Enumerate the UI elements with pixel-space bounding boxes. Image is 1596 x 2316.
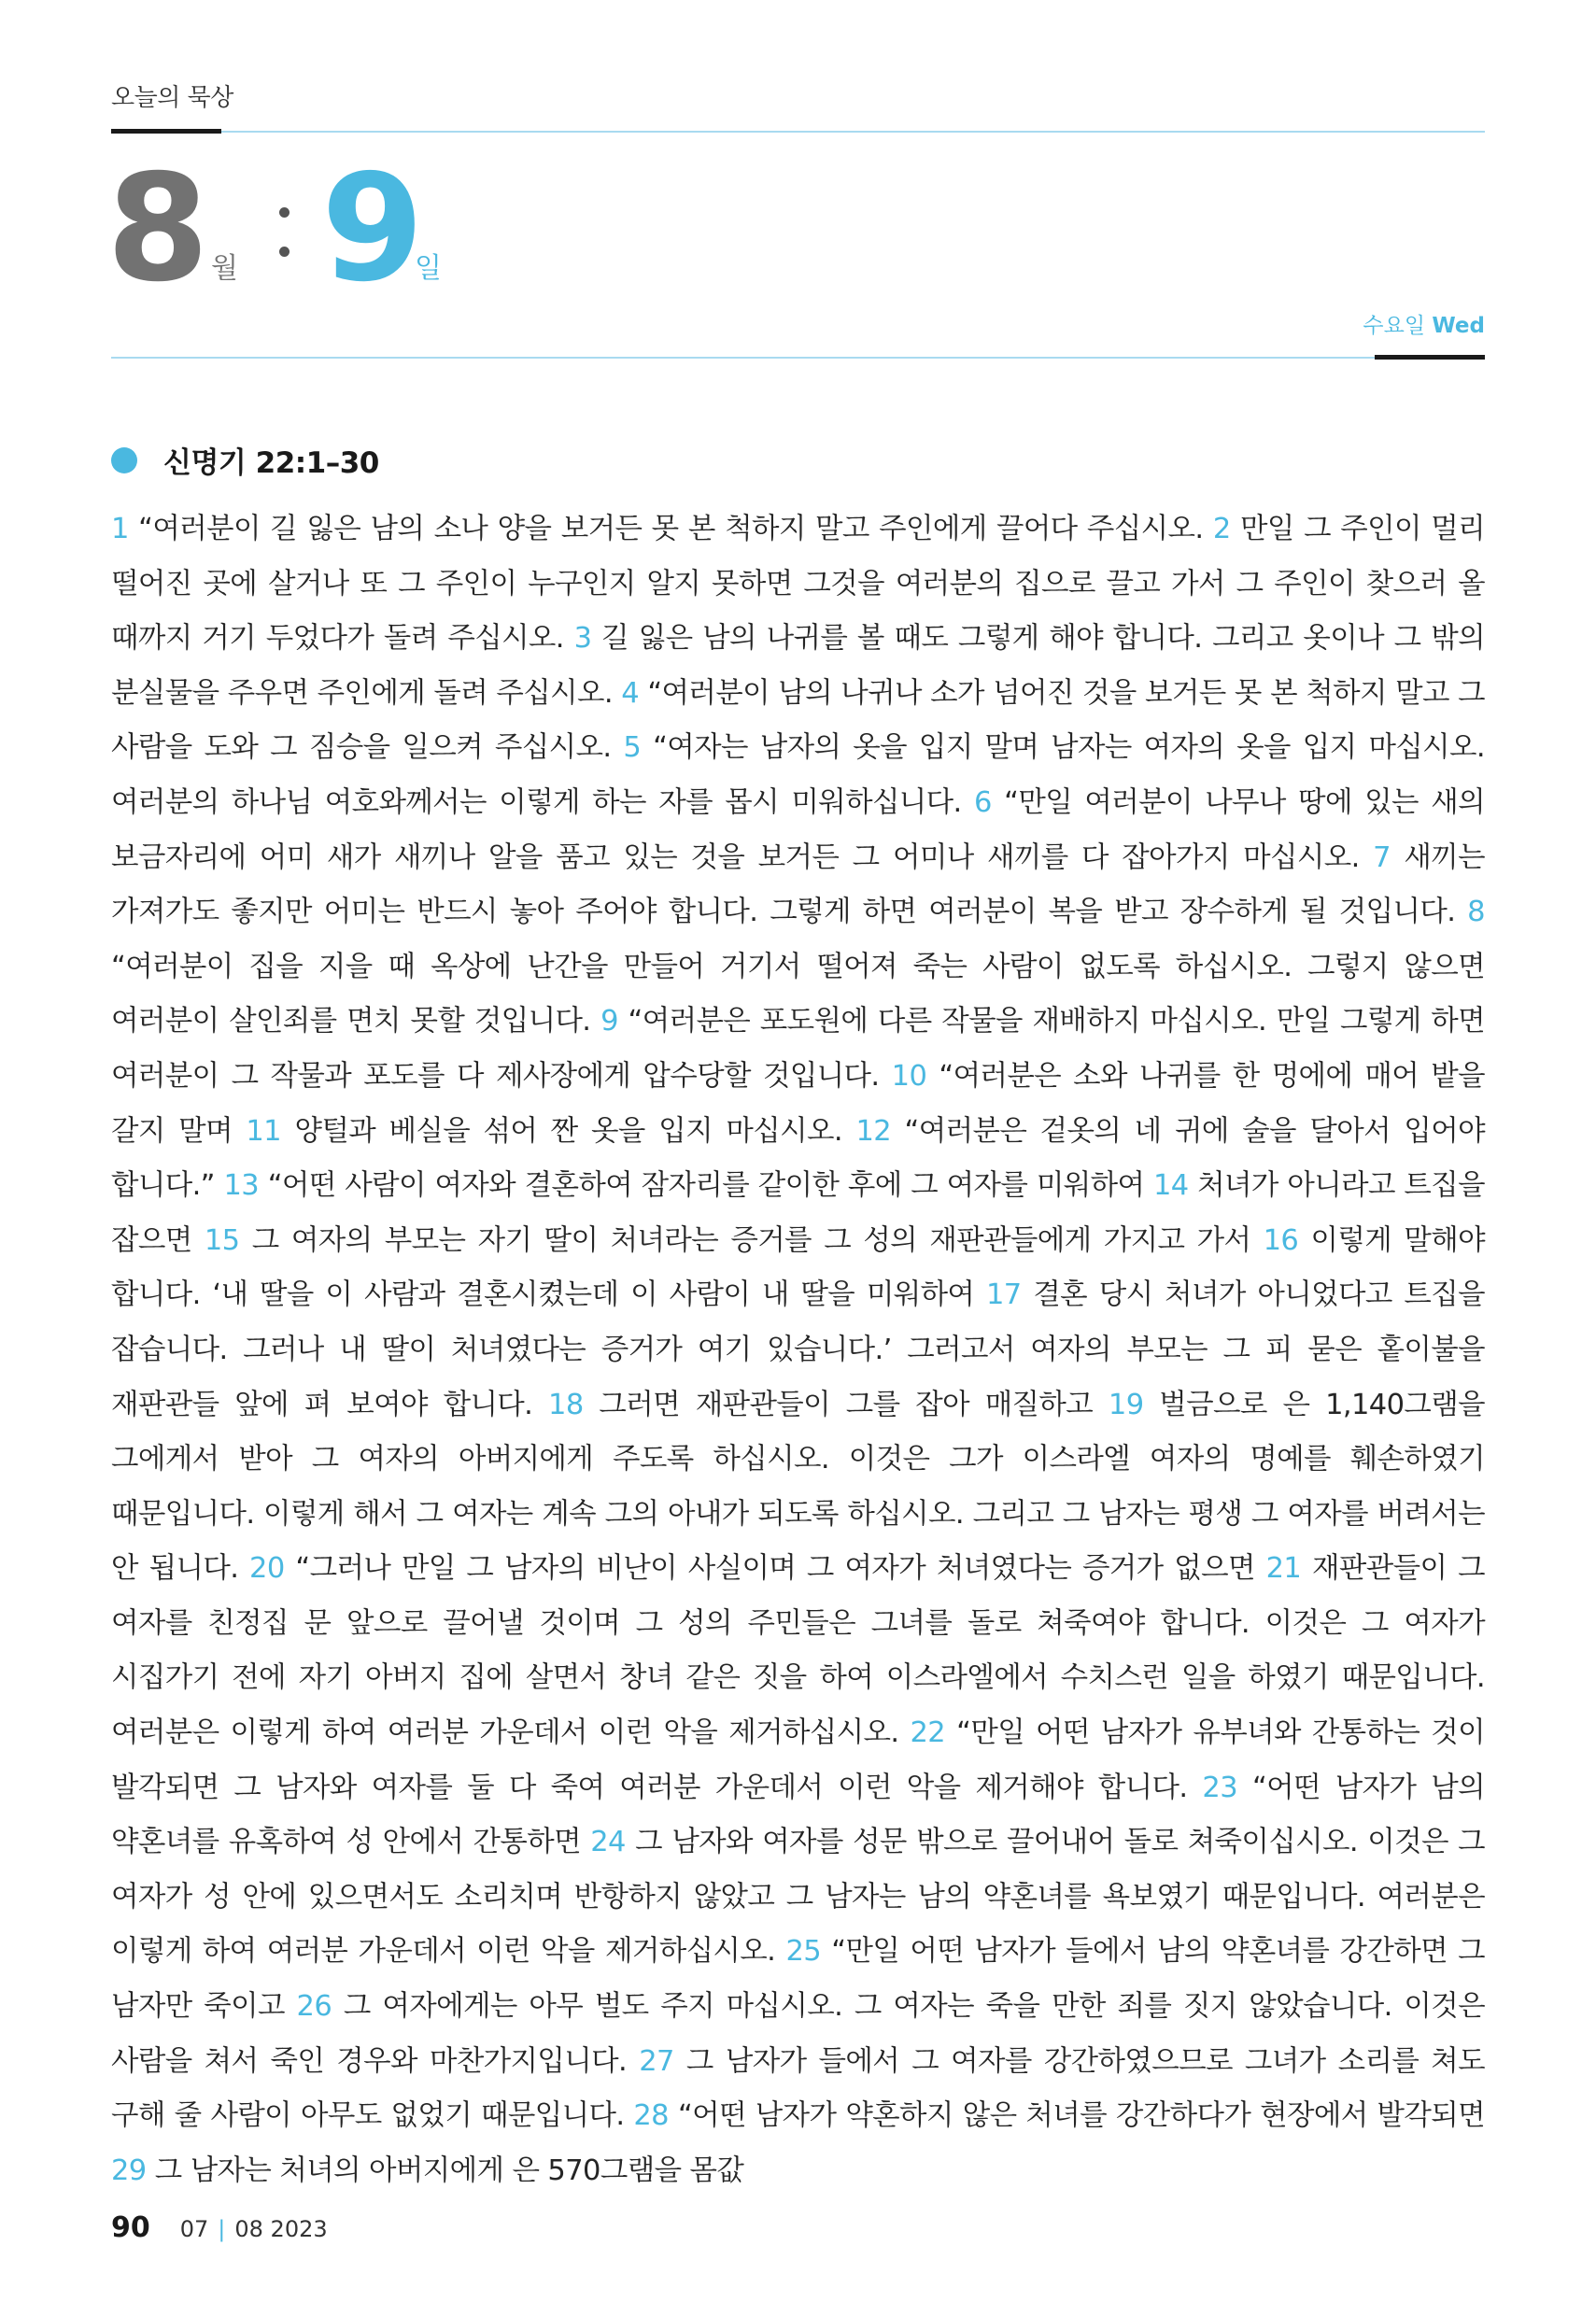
verse-number: 26 bbox=[296, 1990, 332, 2024]
month-unit: 월 bbox=[211, 252, 238, 285]
verse-text: 길 잃은 남의 나귀를 볼 때도 그렇게 해야 합니다. 그리고 옷이나 그 밖의 분실물을 주우면 주인에게 돌려 주십시오. bbox=[111, 622, 1485, 710]
verse-text: 그 여자에게는 아무 벌도 주지 마십시오. 그 여자는 죽을 만한 죄를 짓지 않았습니다. 이것은 사람을 쳐서 죽인 경우와 마찬가지입니다. bbox=[111, 1990, 1485, 2078]
verse-text: 이렇게 말해야 합니다. ‘내 딸을 이 사람과 결혼시켰는데 이 사람이 내 딸을 미워하여 bbox=[111, 1223, 1485, 1312]
verse-text: “여러분이 집을 지을 때 옥상에 난간을 만들어 거기서 떨어져 죽는 사람이 없도록 하십시오. 그렇지 않으면 여러분이 살인죄를 면치 못할 것입니다. bbox=[111, 950, 1485, 1038]
verse-number: 22 bbox=[910, 1716, 946, 1750]
verse-text: “어떤 남자가 약혼하지 않은 처녀를 강간하다가 현장에서 발각되면 bbox=[677, 2099, 1485, 2133]
verse-text: 그러면 재판관들이 그를 잡아 매질하고 bbox=[599, 1388, 1094, 1421]
issue-separator: | bbox=[218, 2216, 226, 2242]
verse-text: “어떤 남자가 남의 약혼녀를 유혹하여 성 안에서 간통하면 bbox=[111, 1771, 1485, 1859]
verse-text: “어떤 사람이 여자와 결혼하여 잠자리를 같이한 후에 그 여자를 미워하여 bbox=[267, 1169, 1145, 1203]
top-divider bbox=[111, 131, 1485, 133]
verse-number: 1 bbox=[111, 513, 129, 545]
issue-period: 08 2023 bbox=[234, 2216, 328, 2242]
bullet-dot bbox=[111, 447, 137, 473]
weekday bbox=[1363, 308, 1485, 339]
verse-number: 3 bbox=[573, 622, 592, 656]
verse-number: 7 bbox=[1373, 840, 1391, 874]
verse-number: 8 bbox=[1467, 896, 1485, 929]
verse-number: 2 bbox=[1212, 513, 1231, 545]
verse-number: 10 bbox=[891, 1059, 927, 1093]
verse-number: 28 bbox=[633, 2099, 669, 2133]
verse-number: 18 bbox=[548, 1388, 584, 1421]
verse-number: 4 bbox=[621, 676, 640, 710]
verse-text: 만일 그 주인이 멀리 떨어진 곳에 살거나 또 그 주인이 누구인지 알지 못하면 그것을 여러분의 집으로 끌고 가서 그 주인이 찾으러 올 때까지 거기 두었다가 돌려 주십시오. bbox=[111, 513, 1485, 656]
verse-number: 9 bbox=[600, 1005, 618, 1038]
scripture-text bbox=[111, 502, 1485, 2198]
day-number: 9 bbox=[321, 143, 420, 315]
verse-text: “여러분은 소와 나귀를 한 멍에에 매어 밭을 갈지 말며 bbox=[111, 1059, 1485, 1148]
page-footer bbox=[111, 2211, 328, 2244]
verse-text: 그 남자는 처녀의 아버지에게 은 570그램을 몸값 bbox=[154, 2154, 744, 2187]
passage-reference: 신명기 22:1–30 bbox=[163, 446, 379, 480]
colon-dot-top bbox=[279, 207, 290, 218]
verse-number: 25 bbox=[785, 1935, 822, 1969]
passage-heading bbox=[111, 439, 379, 481]
verse-number: 17 bbox=[986, 1278, 1022, 1312]
verse-text: 재판관들이 그 여자를 친정집 문 앞으로 끌어낼 것이며 그 성의 주민들은 그녀를 돌로 쳐죽여야 합니다. 이것은 그 여자가 시집가기 전에 자기 아버지 집에 살면서 창녀 같은 짓을 하여 이스라엘에서 수치스런 일을 하였기 때문입니다. 여러분은 이렇게 하여 여러분 가운데서 이런 악을 제거하십시오. bbox=[111, 1552, 1485, 1750]
verse-number: 6 bbox=[973, 785, 992, 819]
page-number: 90 bbox=[111, 2211, 150, 2244]
date-divider-accent bbox=[1375, 355, 1485, 360]
verse-text: “여러분은 포도원에 다른 작물을 재배하지 마십시오. 만일 그렇게 하면 여러분이 그 작물과 포도를 다 제사장에게 압수당할 것입니다. bbox=[111, 1005, 1485, 1093]
verse-text: “만일 어떤 남자가 유부녀와 간통하는 것이 발각되면 그 남자와 여자를 둘 다 죽여 여러분 가운데서 이런 악을 제거해야 합니다. bbox=[111, 1716, 1485, 1804]
verse-text: “만일 어떤 남자가 들에서 남의 약혼녀를 강간하면 그 남자만 죽이고 bbox=[111, 1935, 1485, 2024]
verse-number: 20 bbox=[249, 1552, 285, 1586]
verse-text: “여러분은 겉옷의 네 귀에 술을 달아서 입어야 합니다.” bbox=[111, 1114, 1485, 1203]
verse-number: 14 bbox=[1152, 1169, 1189, 1203]
verse-number: 29 bbox=[111, 2154, 147, 2187]
verse-text: 결혼 당시 처녀가 아니었다고 트집을 잡습니다. 그러나 내 딸이 처녀였다는 증거가 여기 있습니다.’ 그러고서 여자의 부모는 그 피 묻은 홑이불을 재판관들 앞에 펴 보여야 합니다. bbox=[111, 1278, 1485, 1421]
verse-text: “그러나 만일 그 남자의 비난이 사실이며 그 여자가 처녀였다는 증거가 없으면 bbox=[295, 1552, 1255, 1586]
verse-text: 벌금으로 은 1,140그램을 그에게서 받아 그 여자의 아버지에게 주도록 하십시오. 이것은 그가 이스라엘 여자의 명예를 훼손하였기 때문입니다. 이렇게 해서 그 여자는 계속 그의 아내가 되도록 하십시오. 그리고 그 남자는 평생 그 여자를 버려서는 안 됩니다. bbox=[111, 1388, 1485, 1586]
issue-month: 07 bbox=[179, 2216, 209, 2242]
issue-info bbox=[180, 2216, 328, 2242]
verse-text: 그 남자와 여자를 성문 밖으로 끌어내어 돌로 쳐죽이십시오. 이것은 그 여자가 성 안에 있으면서도 소리치며 반항하지 않았고 그 남자는 남의 약혼녀를 욕보였기 때문입니다. 여러분은 이렇게 하여 여러분 가운데서 이런 악을 제거하십시오. bbox=[111, 1826, 1485, 1969]
verse-number: 5 bbox=[623, 731, 642, 765]
verse-number: 21 bbox=[1265, 1552, 1302, 1586]
verse-text: “여자는 남자의 옷을 입지 말며 남자는 여자의 옷을 입지 마십시오. 여러분의 하나님 여호와께서는 이렇게 하는 자를 몹시 미워하십니다. bbox=[111, 731, 1485, 819]
verse-number: 24 bbox=[590, 1826, 626, 1859]
date-divider bbox=[111, 357, 1485, 359]
weekday-en: Wed bbox=[1432, 314, 1485, 338]
month-number: 8 bbox=[106, 143, 205, 315]
verse-text: 그 여자의 부모는 자기 딸이 처녀라는 증거를 그 성의 재판관들에게 가지고 가서 bbox=[251, 1223, 1251, 1257]
top-divider-accent bbox=[111, 129, 221, 134]
verse-number: 11 bbox=[246, 1114, 281, 1148]
verse-number: 27 bbox=[639, 2044, 674, 2078]
verse-number: 12 bbox=[855, 1114, 892, 1148]
verse-text: 처녀가 아니라고 트집을 잡으면 bbox=[111, 1169, 1485, 1257]
verse-number: 13 bbox=[223, 1169, 260, 1203]
verse-text: 그 남자가 들에서 그 여자를 강간하였으므로 그녀가 소리를 쳐도 구해 줄 사람이 아무도 없었기 때문입니다. bbox=[111, 2044, 1485, 2133]
verse-number: 23 bbox=[1202, 1771, 1238, 1804]
verse-text: “여러분이 남의 나귀나 소가 넘어진 것을 보거든 못 본 척하지 말고 그 사람을 도와 그 짐승을 일으켜 주십시오. bbox=[111, 676, 1485, 765]
verse-number: 16 bbox=[1263, 1223, 1299, 1257]
section-label: 오늘의 묵상 bbox=[111, 84, 233, 112]
verse-text: “여러분이 길 잃은 남의 소나 양을 보거든 못 본 척하지 말고 주인에게 끌어다 주십시오. bbox=[138, 513, 1204, 545]
colon-dot-bottom bbox=[279, 247, 290, 257]
verse-text: 새끼는 가져가도 좋지만 어미는 반드시 놓아 주어야 합니다. 그렇게 하면 여러분이 복을 받고 장수하게 될 것입니다. bbox=[111, 840, 1485, 929]
day-unit: 일 bbox=[415, 252, 442, 285]
verse-text: “만일 여러분이 나무나 땅에 있는 새의 보금자리에 어미 새가 새끼나 알을 품고 있는 것을 보거든 그 어미나 새끼를 다 잡아가지 마십시오. bbox=[111, 785, 1485, 874]
verse-number: 19 bbox=[1108, 1388, 1144, 1421]
verse-number: 15 bbox=[204, 1223, 240, 1257]
verse-text: 양털과 베실을 섞어 짠 옷을 입지 마십시오. bbox=[294, 1114, 842, 1148]
weekday-ko: 수요일 bbox=[1363, 314, 1426, 338]
